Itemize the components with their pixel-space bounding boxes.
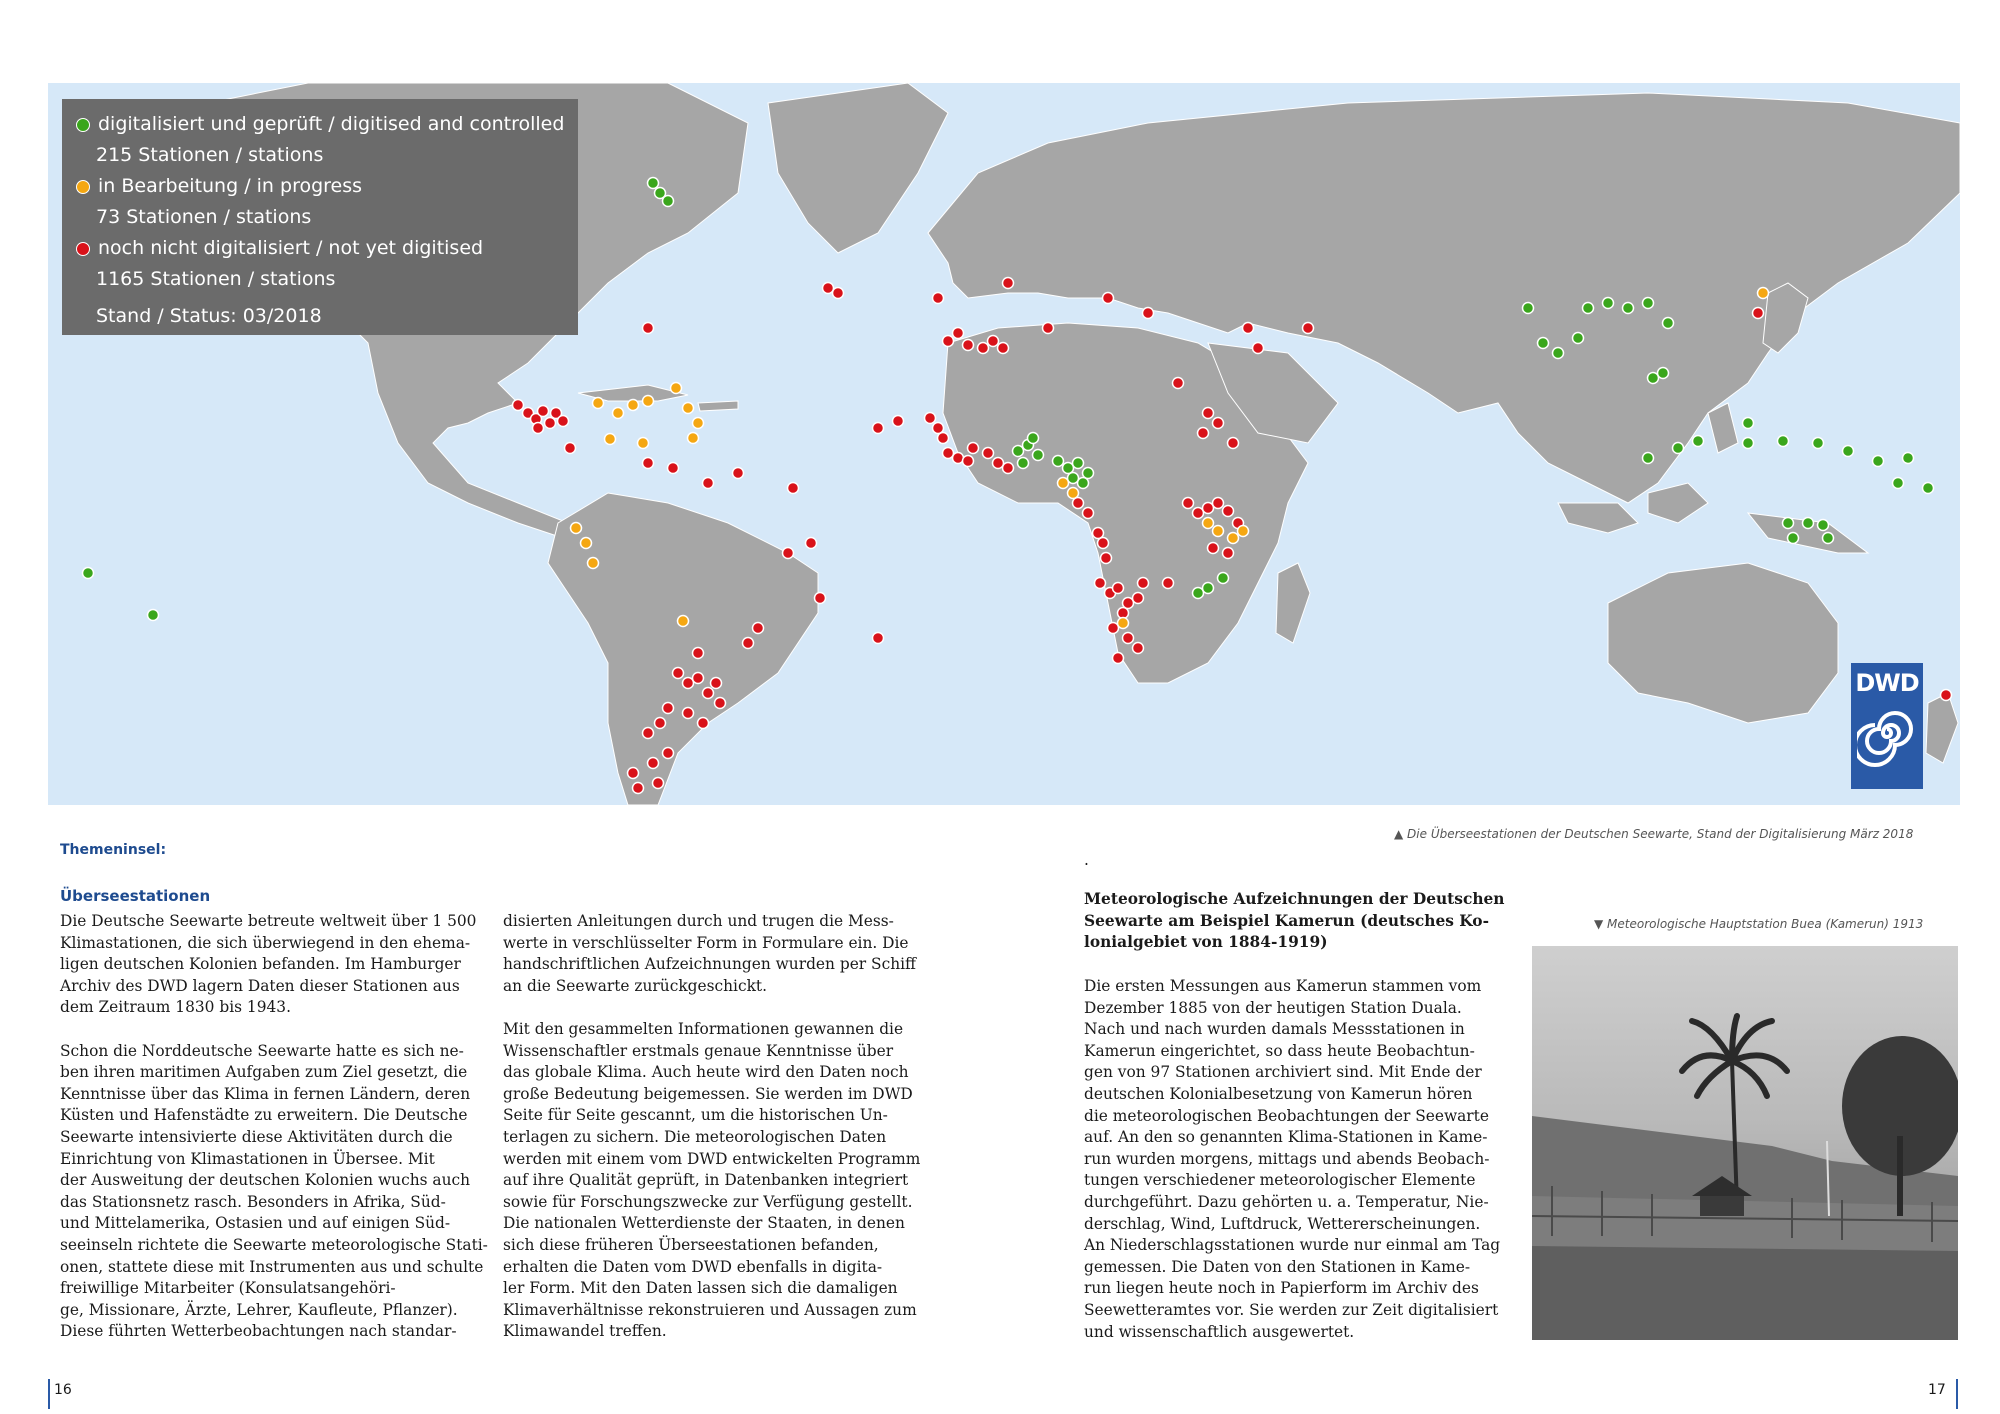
station-marker <box>933 423 944 434</box>
left-column-2: disierten Anleitungen durch und trugen die Mess- werte in verschlüsselter Form in Formulare ein. Die handschriftlichen Aufzeichnungen wurden per Schiff an die Seewarte zurückgeschickt. Mit den gesammelten Informationen gewannen die Wissenschaftler erstmals genaue Kenntnisse über das globale Klima. Auch heute wird den Daten noch große Bedeutung beigemessen. Sie werden im DWD Seite für Seite gescannt, um die historischen Un- terlagen zu sichern. Die meteorologischen Daten werden mit einem vom DWD entwickelten Programm auf ihre Qualität geprüft, in Datenbanken integriert sowie für Forschungszwecke zur Verfügung gestellt. Die nationalen Wetterdienste der Staaten, in denen sich diese früheren Überseestationen befanden, erhalten die Daten vom DWD ebenfalls in digita- ler Form. Mit den Daten lassen sich die damaligen Klimaverhältnisse rekonstruieren und Aussagen zum Klimawandel treffen. <box>503 912 921 1341</box>
station-marker <box>983 448 994 459</box>
station-marker <box>538 406 549 417</box>
station-marker <box>753 623 764 634</box>
right-heading: Meteorologische Aufzeichnungen der Deutschen Seewarte am Beispiel Kamerun (deutsches Ko- lonialgebiet von 1884-1919) <box>1084 890 1505 952</box>
station-marker <box>588 558 599 569</box>
station-marker <box>1743 438 1754 449</box>
station-marker <box>788 483 799 494</box>
station-marker <box>678 616 689 627</box>
station-marker <box>655 718 666 729</box>
station-marker <box>1028 433 1039 444</box>
map-caption: ▲ Die Überseestationen der Deutschen Seewarte, Stand der Digitalisierung März 2018 <box>1394 827 1914 841</box>
station-marker <box>671 383 682 394</box>
station-marker <box>1658 368 1669 379</box>
station-marker <box>1623 303 1634 314</box>
legend-row-progress <box>76 171 578 202</box>
station-marker <box>643 396 654 407</box>
station-marker <box>1203 583 1214 594</box>
station-marker <box>1123 598 1134 609</box>
spiral-icon <box>1857 697 1917 767</box>
station-marker <box>1673 443 1684 454</box>
station-marker <box>1228 438 1239 449</box>
station-marker <box>1553 348 1564 359</box>
red-dot-icon <box>76 242 90 256</box>
station-marker <box>613 408 624 419</box>
station-marker <box>643 323 654 334</box>
station-marker <box>873 423 884 434</box>
station-marker <box>953 328 964 339</box>
legend-progress-label: in Bearbeitung / in progress <box>98 175 363 197</box>
station-marker <box>823 283 834 294</box>
station-marker <box>978 343 989 354</box>
station-marker <box>815 593 826 604</box>
station-marker <box>683 678 694 689</box>
station-marker <box>683 403 694 414</box>
station-marker <box>1208 543 1219 554</box>
landmass-new-zealand <box>1926 693 1958 763</box>
station-marker <box>1923 483 1934 494</box>
landmass-madagascar <box>1276 563 1310 643</box>
station-marker <box>1098 538 1109 549</box>
station-marker <box>938 433 949 444</box>
station-marker <box>1078 478 1089 489</box>
station-marker <box>633 783 644 794</box>
station-marker <box>1253 343 1264 354</box>
station-marker <box>643 728 654 739</box>
station-marker <box>1643 453 1654 464</box>
station-marker <box>1068 488 1079 499</box>
station-marker <box>545 418 556 429</box>
legend-notyet-count: 1165 Stationen / stations <box>96 268 336 290</box>
station-marker <box>628 768 639 779</box>
station-marker <box>565 443 576 454</box>
station-marker <box>711 678 722 689</box>
station-marker <box>893 416 904 427</box>
station-marker <box>1043 323 1054 334</box>
station-marker <box>1223 548 1234 559</box>
station-marker <box>1873 456 1884 467</box>
station-marker <box>1643 298 1654 309</box>
station-marker <box>1101 553 1112 564</box>
landmass-australia <box>1608 563 1838 723</box>
station-marker <box>783 548 794 559</box>
station-marker <box>1203 408 1214 419</box>
station-marker <box>1213 418 1224 429</box>
page-number-right: 17 <box>1928 1382 1946 1398</box>
station-marker <box>628 400 639 411</box>
section-title: Überseestationen <box>60 887 211 905</box>
station-marker <box>673 668 684 679</box>
page-bar-left <box>48 1379 50 1409</box>
station-marker <box>1788 533 1799 544</box>
station-marker <box>1743 418 1754 429</box>
station-marker <box>993 458 1004 469</box>
station-marker <box>1083 508 1094 519</box>
station-marker <box>1053 456 1064 467</box>
station-marker <box>663 703 674 714</box>
historic-photo-buea <box>1532 946 1958 1340</box>
station-marker <box>1243 323 1254 334</box>
station-marker <box>968 443 979 454</box>
station-marker <box>593 398 604 409</box>
station-marker <box>1303 323 1314 334</box>
legend-digitised-label: digitalisiert und geprüft / digitised and controlled <box>98 113 565 135</box>
photo-caption: ▼ Meteorologische Hauptstation Buea (Kamerun) 1913 <box>1594 917 1924 931</box>
station-marker <box>1223 506 1234 517</box>
station-marker <box>1818 520 1829 531</box>
station-marker <box>1133 643 1144 654</box>
station-marker <box>581 538 592 549</box>
station-marker <box>668 463 679 474</box>
stray-dot: . <box>1084 851 1089 869</box>
station-marker <box>1163 578 1174 589</box>
green-dot-icon <box>76 118 90 132</box>
legend-status: Stand / Status: 03/2018 <box>96 305 322 327</box>
station-marker <box>648 178 659 189</box>
station-marker <box>1113 653 1124 664</box>
station-marker <box>703 688 714 699</box>
kicker: Themeninsel: <box>60 842 167 858</box>
station-marker <box>1183 498 1194 509</box>
station-marker <box>1093 528 1104 539</box>
station-marker <box>925 413 936 424</box>
station-marker <box>1203 503 1214 514</box>
station-marker <box>963 456 974 467</box>
station-marker <box>715 698 726 709</box>
station-marker <box>693 673 704 684</box>
station-marker <box>1095 578 1106 589</box>
legend-progress-count: 73 Stationen / stations <box>96 206 312 228</box>
station-marker <box>1133 593 1144 604</box>
station-marker <box>571 523 582 534</box>
page-bar-right <box>1956 1379 1958 1409</box>
station-marker <box>1218 573 1229 584</box>
station-marker <box>1013 446 1024 457</box>
station-marker <box>1583 303 1594 314</box>
station-marker <box>1803 518 1814 529</box>
station-marker <box>1813 438 1824 449</box>
station-marker <box>1033 450 1044 461</box>
station-marker <box>698 718 709 729</box>
station-marker <box>558 416 569 427</box>
station-marker <box>1108 623 1119 634</box>
station-marker <box>963 340 974 351</box>
station-marker <box>1003 278 1014 289</box>
station-marker <box>1193 508 1204 519</box>
station-marker <box>663 748 674 759</box>
station-marker <box>743 638 754 649</box>
station-marker <box>1523 303 1534 314</box>
dwd-logo-text: DWD <box>1855 669 1919 697</box>
station-marker <box>693 648 704 659</box>
map-legend <box>62 99 578 335</box>
left-column-1: Die Deutsche Seewarte betreute weltweit über 1 500 Klimastationen, die sich überwiegend in den ehema- ligen deutschen Kolonien befanden. Im Hamburger Archiv des DWD lagern Daten dieser Stationen aus dem Zeitraum 1830 bis 1943. Schon die Norddeutsche Seewarte hatte es sich ne- ben ihren maritimen Aufgaben zum Ziel gesetzt, die Kenntnisse über das Klima in fernen Ländern, deren Küsten und Hafenstädte zu erweitern. Die Deutsche Seewarte intensivierte diese Aktivitäten durch die Einrichtung von Klimastationen in Übersee. Mit der Ausweitung der deutschen Kolonien wuchs auch das Stationsnetz rasch. Besonders in Afrika, Süd- und Mittelamerika, Ostasien und auf einigen Süd- seeinseln richtete die Seewarte meteorologische Stati- onen, stattete diese mit Instrumenten aus und schulte freiwillige Mitarbeiter (Konsulatsangehöri- ge, Missionare, Ärzte, Lehrer, Kaufleute, Pflanzer). Diese führten Wetterbeobachtungen nach standar- <box>60 912 488 1341</box>
station-marker <box>683 708 694 719</box>
legend-row-digitised <box>76 109 578 140</box>
station-marker <box>733 468 744 479</box>
station-marker <box>1893 478 1904 489</box>
station-marker <box>1113 583 1124 594</box>
station-marker <box>1538 338 1549 349</box>
station-marker <box>1228 533 1239 544</box>
legend-notyet-label: noch nicht digitalisiert / not yet digitised <box>98 237 484 259</box>
station-marker <box>1843 446 1854 457</box>
station-marker <box>605 434 616 445</box>
station-marker <box>693 418 704 429</box>
station-marker <box>663 196 674 207</box>
station-marker <box>1778 436 1789 447</box>
station-marker <box>1758 288 1769 299</box>
station-marker <box>148 610 159 621</box>
station-marker <box>1573 333 1584 344</box>
station-marker <box>1198 428 1209 439</box>
station-marker <box>688 433 699 444</box>
station-marker <box>1648 373 1659 384</box>
station-marker <box>1123 633 1134 644</box>
station-marker <box>988 336 999 347</box>
page-number-left: 16 <box>54 1382 72 1398</box>
station-marker <box>1003 463 1014 474</box>
station-marker <box>83 568 94 579</box>
station-marker <box>1143 308 1154 319</box>
dwd-logo <box>1851 663 1923 789</box>
station-marker <box>1783 518 1794 529</box>
station-marker <box>806 538 817 549</box>
station-marker <box>533 423 544 434</box>
station-marker <box>653 778 664 789</box>
station-marker <box>1663 318 1674 329</box>
station-marker <box>1118 618 1129 629</box>
station-marker <box>648 758 659 769</box>
legend-row-notyet <box>76 233 578 264</box>
station-marker <box>1063 463 1074 474</box>
station-marker <box>1068 473 1079 484</box>
landmass-greenland <box>768 83 948 253</box>
station-marker <box>1103 293 1114 304</box>
station-marker <box>1193 588 1204 599</box>
station-marker <box>1693 436 1704 447</box>
station-marker <box>1058 478 1069 489</box>
station-marker <box>638 438 649 449</box>
station-marker <box>1213 526 1224 537</box>
station-marker <box>1753 308 1764 319</box>
station-marker <box>873 633 884 644</box>
orange-dot-icon <box>76 180 90 194</box>
station-marker <box>1073 458 1084 469</box>
station-marker <box>1903 453 1914 464</box>
station-marker <box>1823 533 1834 544</box>
station-marker <box>943 336 954 347</box>
station-marker <box>513 400 524 411</box>
station-marker <box>643 458 654 469</box>
station-marker <box>943 448 954 459</box>
station-marker <box>1073 498 1084 509</box>
station-marker <box>1203 518 1214 529</box>
station-marker <box>1138 578 1149 589</box>
station-marker <box>1941 690 1952 701</box>
station-marker <box>1238 526 1249 537</box>
photo-illustration <box>1532 946 1958 1340</box>
landmass-japan <box>1763 283 1808 353</box>
station-marker <box>1173 378 1184 389</box>
station-marker <box>1018 458 1029 469</box>
station-marker <box>1083 468 1094 479</box>
station-marker <box>703 478 714 489</box>
station-marker <box>998 343 1009 354</box>
station-marker <box>933 293 944 304</box>
station-marker <box>1213 498 1224 509</box>
station-marker <box>833 288 844 299</box>
station-marker <box>1603 298 1614 309</box>
right-body: Die ersten Messungen aus Kamerun stammen vom Dezember 1885 von der heutigen Station Duala. Nach und nach wurden damals Messstationen in Kamerun eingerichtet, so dass heute Beobachtun- gen von 97 Stationen archiviert sind. Mit Ende der deutschen Kolonialbesetzung von Kamerun hören die meteorologischen Beobachtungen der Seewarte auf. An den so genannten Klima-Stationen in Kame- run wurden morgens, mittags und abends Beobach- tungen verschiedener meteorologischer Elemente durchgeführt. Dazu gehörten u. a. Temperatur, Nie- derschlag, Wind, Luftdruck, Wettererscheinungen. An Niederschlagsstationen wurde nur einmal am Tag gemessen. Die Daten von den Stationen in Kame- run liegen heute noch in Papierform im Archiv des Seewetteramtes vor. Sie werden zur Zeit digitalisiert und wissenschaftlich ausgewertet. <box>1084 977 1501 1341</box>
legend-digitised-count: 215 Stationen / stations <box>96 144 324 166</box>
